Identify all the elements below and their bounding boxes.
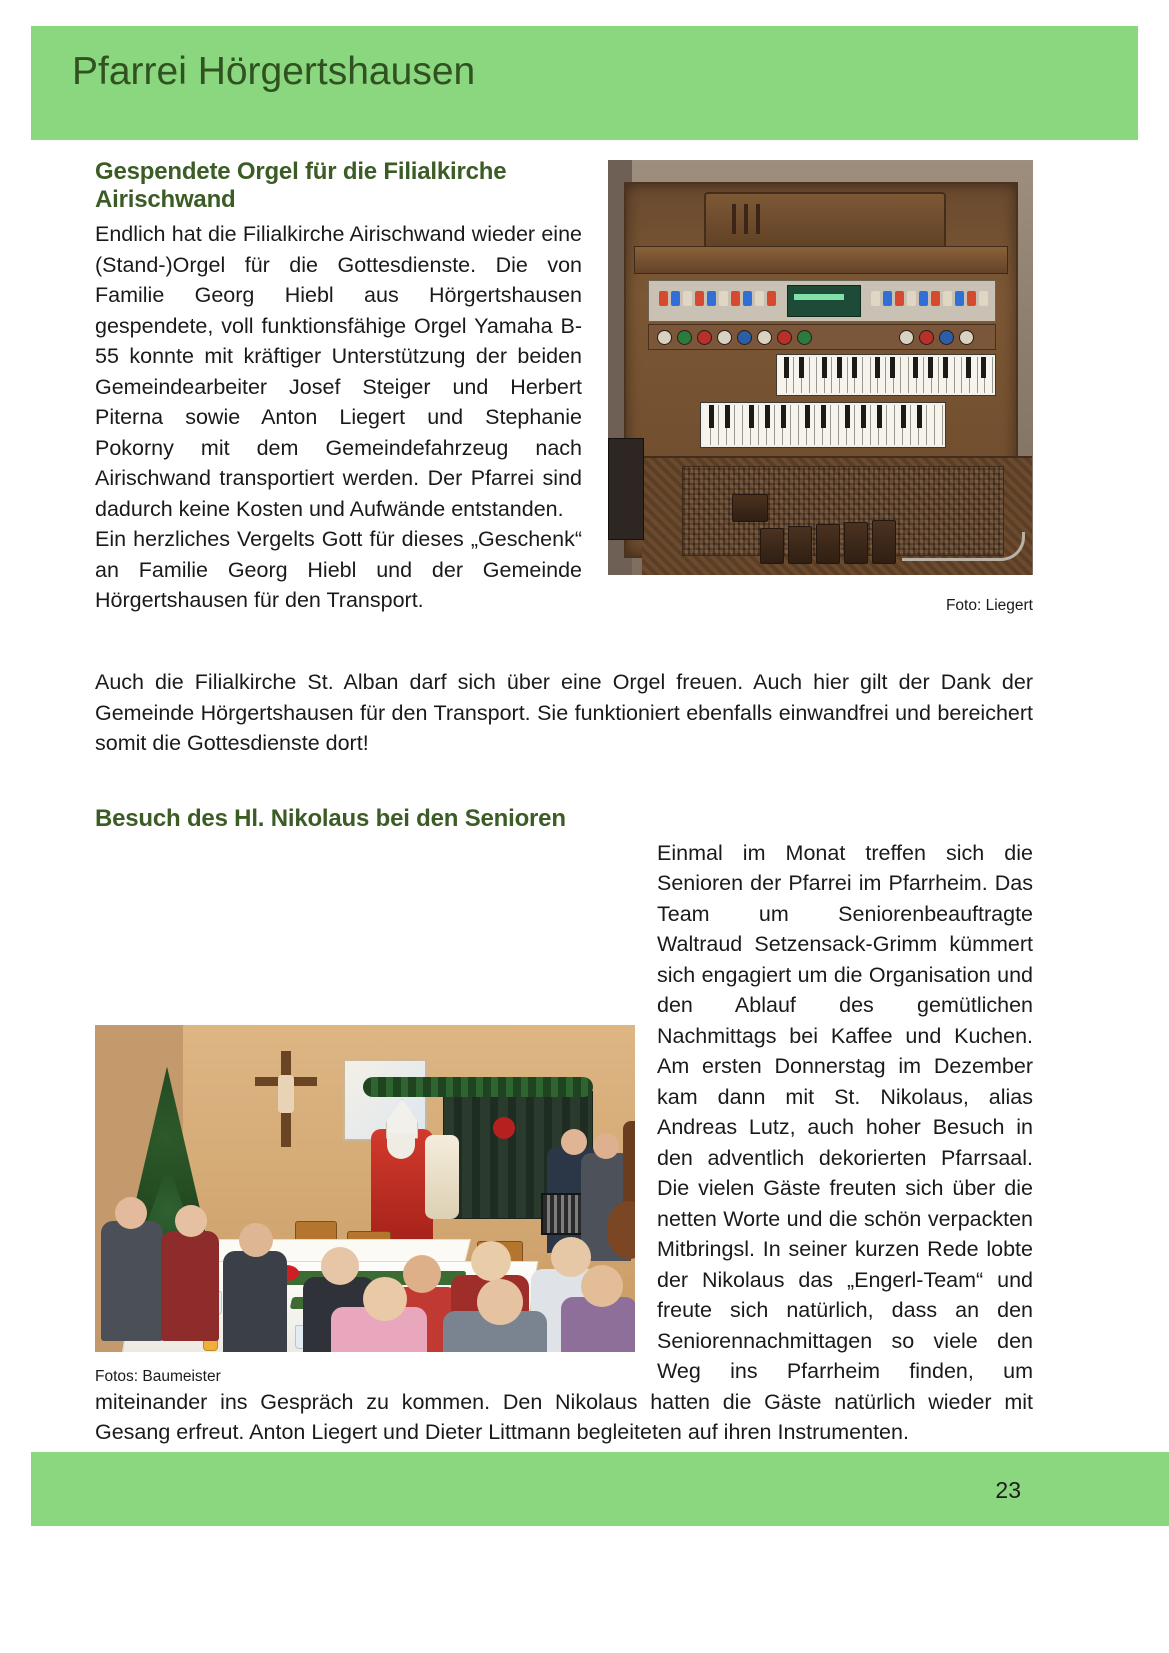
organ-expression-pedal bbox=[732, 494, 768, 522]
organ-upper-keyboard bbox=[776, 354, 996, 396]
organ-photo-caption: Foto: Liegert bbox=[945, 597, 1033, 614]
organ-pedal bbox=[788, 526, 812, 564]
section-heading-nikolaus: Besuch des Hl. Nikolaus bei den Senioren bbox=[95, 804, 566, 832]
section-nikolaus-paragraph-1: Einmal im Monat treffen sich die Senioren der Pfarrei im Pfarrheim. Das Team um Seniorenbeauftragte Waltraud Setzensack-Grimm kümmert sich engagiert um die Organisation und den Ablauf des gemütlichen Nachmittags bei Kaffee und Kuchen. Am ersten Donnerstag im Dezember kam dann mit St. Nikolaus, alias Andreas Lutz, auch hoher Besuch in den adventlich dekorierten Pfarrsaal. Die vielen Gäste freuten sich über die netten Worte und die schön verpackten Mitbringsl. In seiner kurzen Rede lobte der Nikolaus das „Engerl-Team“ und freute sich natürlich, dass an den Seniorennachmittagen so viele den Weg ins Pfarrheim finden, um miteinander ins Gespräch zu kommen. Den Nikolaus hatten die Gäste natürlich wieder mit Gesang erfreut. Anton Liegert und Dieter Littmann begleiteten auf ihren Instrumenten. bbox=[95, 840, 1033, 1444]
guest bbox=[101, 1221, 163, 1341]
organ-photo bbox=[608, 160, 1033, 575]
page-title: Pfarrei Hörgertshausen bbox=[72, 50, 476, 93]
page-number: 23 bbox=[995, 1477, 1021, 1503]
organ-display bbox=[787, 285, 861, 317]
advent-garland bbox=[363, 1077, 593, 1097]
angel-helper bbox=[425, 1135, 459, 1219]
section-orgel-paragraph-2: Ein herzliches Vergelts Gott für dieses „Geschenk“ an Familie Georg Hiebl und der Gemeinde Hörgertshausen für den Transport. bbox=[95, 527, 582, 612]
seniors-photo-caption: Fotos: Baumeister bbox=[95, 1367, 221, 1385]
loudspeaker-box bbox=[608, 438, 644, 540]
footer-left-margin bbox=[0, 1452, 31, 1526]
organ-pedal bbox=[760, 528, 784, 564]
power-cable bbox=[902, 532, 1025, 561]
page-header-band bbox=[31, 26, 1138, 140]
section-orgel-paragraph-1: Endlich hat die Filialkirche Airischwand wieder eine (Stand-)Orgel für die Gottesdienste. Die von Familie Georg Hiebl aus Hörgertshausen gespendete, voll funktionsfähige Orgel Yamaha B-55 konnte mit kräftiger Unterstützung der beiden Gemeindearbeiter Josef Steiger und Herbert Piterna sowie Anton Liegert und Stephanie Pokorny mit dem Gemeindefahrzeug nach Airischwand transportiert werden. Der Pfarrei sind dadurch keine Kosten und Aufwände entstanden. bbox=[95, 222, 582, 521]
page-footer-band bbox=[0, 1452, 1169, 1526]
section-orgel bbox=[95, 158, 1033, 616]
seniors-photo bbox=[95, 1025, 635, 1352]
christmas-bauble bbox=[493, 1117, 515, 1139]
section-orgel-followup: Auch die Filialkirche St. Alban darf sich über eine Orgel freuen. Auch hier gilt der Dank der Gemeinde Hörgertshausen für den Transport. Sie funktioniert ebenfalls einwandfrei und bereichert somit die Gottesdienste dort! bbox=[95, 670, 1033, 755]
organ-figure bbox=[608, 160, 1033, 615]
organ-lower-keyboard bbox=[700, 402, 946, 448]
nikolaus-beard bbox=[387, 1133, 415, 1159]
organ-pedal bbox=[844, 522, 868, 564]
section-nikolaus bbox=[95, 805, 1033, 1509]
seniors-figure bbox=[95, 1025, 635, 1386]
organ-pedal bbox=[872, 520, 896, 564]
crucifix-figure bbox=[278, 1075, 294, 1113]
organ-pedal bbox=[816, 524, 840, 564]
section-heading-orgel: Gespendete Orgel für die Filialkirche Airischwand bbox=[95, 158, 507, 213]
guest bbox=[161, 1231, 219, 1341]
page-content bbox=[95, 158, 1033, 1509]
organ-cabinet bbox=[624, 182, 1018, 558]
guest bbox=[223, 1251, 287, 1352]
